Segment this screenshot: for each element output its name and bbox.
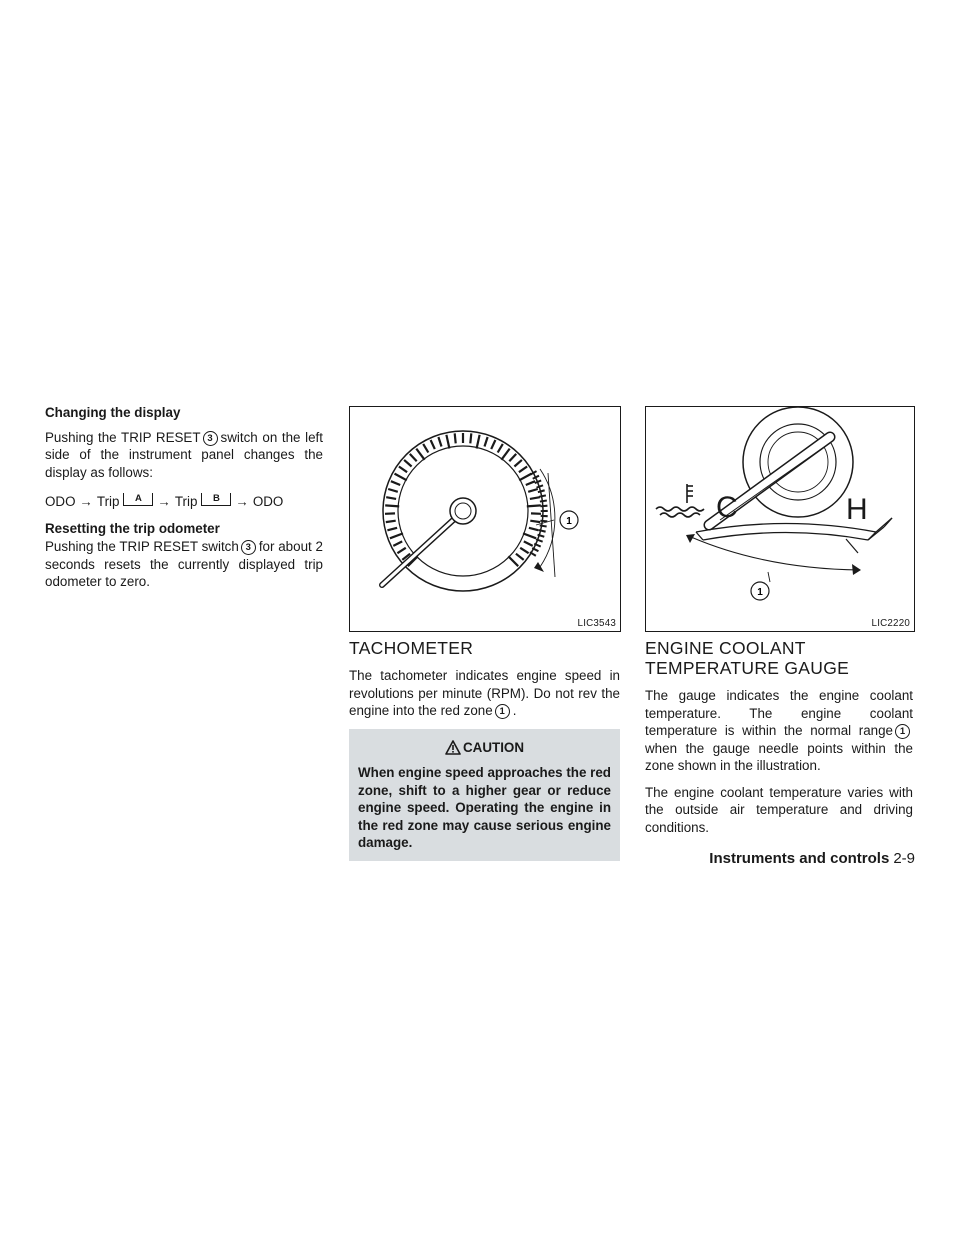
tach-tick: [526, 481, 535, 485]
tach-tick: [524, 541, 533, 546]
tach-tick: [529, 528, 539, 531]
coolant-gauge-title: ENGINE COOLANT TEMPERATURE GAUGE: [645, 638, 850, 678]
left-column: [45, 404, 323, 600]
caution-text: When engine speed approaches the red zone, shift to a higher gear or reduce engine speed. Operating the engine in the red zone may cause serious engine damage.: [358, 765, 611, 850]
tach-tick: [530, 521, 540, 522]
tach-tick: [519, 474, 531, 481]
page-number: 2-9: [893, 850, 915, 867]
figure-code: LIC3543: [577, 618, 616, 629]
tach-tick: [386, 521, 396, 522]
coolant-para-1: The gauge indicates the engine coolant temperature. The engine coolant temperature is within the normal range 1when the gauge needle points within the zone shown in the illustration.: [645, 688, 913, 773]
caution-box: [349, 729, 620, 861]
tach-tick: [390, 533, 403, 538]
para-changing-display: Pushing the TRIP RESET 3 switch on the left side of the instrument panel changes the display as follows:: [45, 429, 323, 480]
tach-tick: [387, 528, 397, 531]
tach-tick: [470, 433, 471, 443]
callout-3: 3: [241, 540, 256, 555]
tach-tick: [438, 437, 441, 447]
tach-tick: [485, 437, 488, 447]
coolant-gauge-illustration: [646, 407, 914, 631]
tach-tick: [508, 556, 518, 566]
caution-heading: CAUTION: [358, 739, 611, 757]
heading-changing-display: Changing the display: [45, 405, 181, 420]
tach-tick: [498, 444, 503, 453]
warning-triangle-icon: [445, 740, 461, 755]
tach-tick: [423, 444, 428, 453]
tach-tick: [416, 449, 424, 460]
tach-tick: [491, 440, 495, 449]
tach-tick: [393, 541, 402, 546]
coolant-para-2: The engine coolant temperature varies with the outside air temperature and driving conditions.: [645, 784, 913, 835]
callout-1: 1: [495, 704, 510, 719]
trip-b-badge: B: [201, 493, 231, 506]
tachometer-para: The tachometer indicates engine speed in revolutions per minute (RPM). Do not rev the engine into the red zone 1 .: [349, 668, 620, 718]
tach-tick: [455, 433, 456, 443]
footer-section: Instruments and controls: [709, 850, 890, 867]
tach-tick: [388, 489, 398, 492]
tach-tick: [477, 435, 480, 449]
tach-tick: [514, 460, 522, 467]
right-column: [645, 638, 913, 845]
tach-tick: [397, 548, 405, 553]
tach-tick: [386, 497, 396, 499]
tach-tick: [519, 467, 527, 473]
heading-resetting-trip: Resetting the trip odometer: [45, 520, 220, 536]
figure-code: LIC2220: [871, 618, 910, 629]
tach-tick: [404, 460, 412, 467]
trip-a-badge: A: [123, 493, 153, 506]
tach-tick: [385, 505, 399, 506]
tach-tick: [431, 440, 435, 449]
tach-tick: [399, 467, 407, 473]
middle-column: [349, 638, 620, 861]
tachometer-title: TACHOMETER: [349, 638, 474, 658]
tach-callout-1: 1: [566, 516, 572, 527]
gauge-callout-1: 1: [757, 587, 763, 598]
tach-tick: [530, 497, 540, 499]
tach-tick: [528, 489, 538, 492]
callout-3: 3: [203, 431, 218, 446]
tach-tick: [410, 454, 417, 461]
hot-label: H: [846, 493, 868, 526]
tach-tick: [501, 449, 509, 460]
tach-tick: [509, 454, 516, 461]
callout-1: 1: [895, 724, 910, 739]
para-resetting-trip: Pushing the TRIP RESET switch 3 for about 2 seconds resets the currently displayed trip odometer to zero.: [45, 539, 323, 589]
tach-tick: [527, 505, 541, 506]
tach-tick: [520, 548, 528, 553]
tachometer-illustration: [350, 407, 620, 631]
coolant-temperature-icon: [656, 484, 704, 517]
tachometer-figure: [349, 406, 621, 632]
tach-tick: [446, 435, 449, 449]
coolant-gauge-figure: [645, 406, 915, 632]
cold-label: C: [716, 491, 738, 524]
tach-tick: [395, 474, 407, 481]
tach-tick: [391, 481, 400, 485]
display-sequence: ODO → Trip A → Trip B → ODO: [45, 493, 284, 509]
tach-tick: [523, 533, 536, 538]
page-footer: [709, 850, 915, 867]
tach-tick: [516, 554, 524, 560]
